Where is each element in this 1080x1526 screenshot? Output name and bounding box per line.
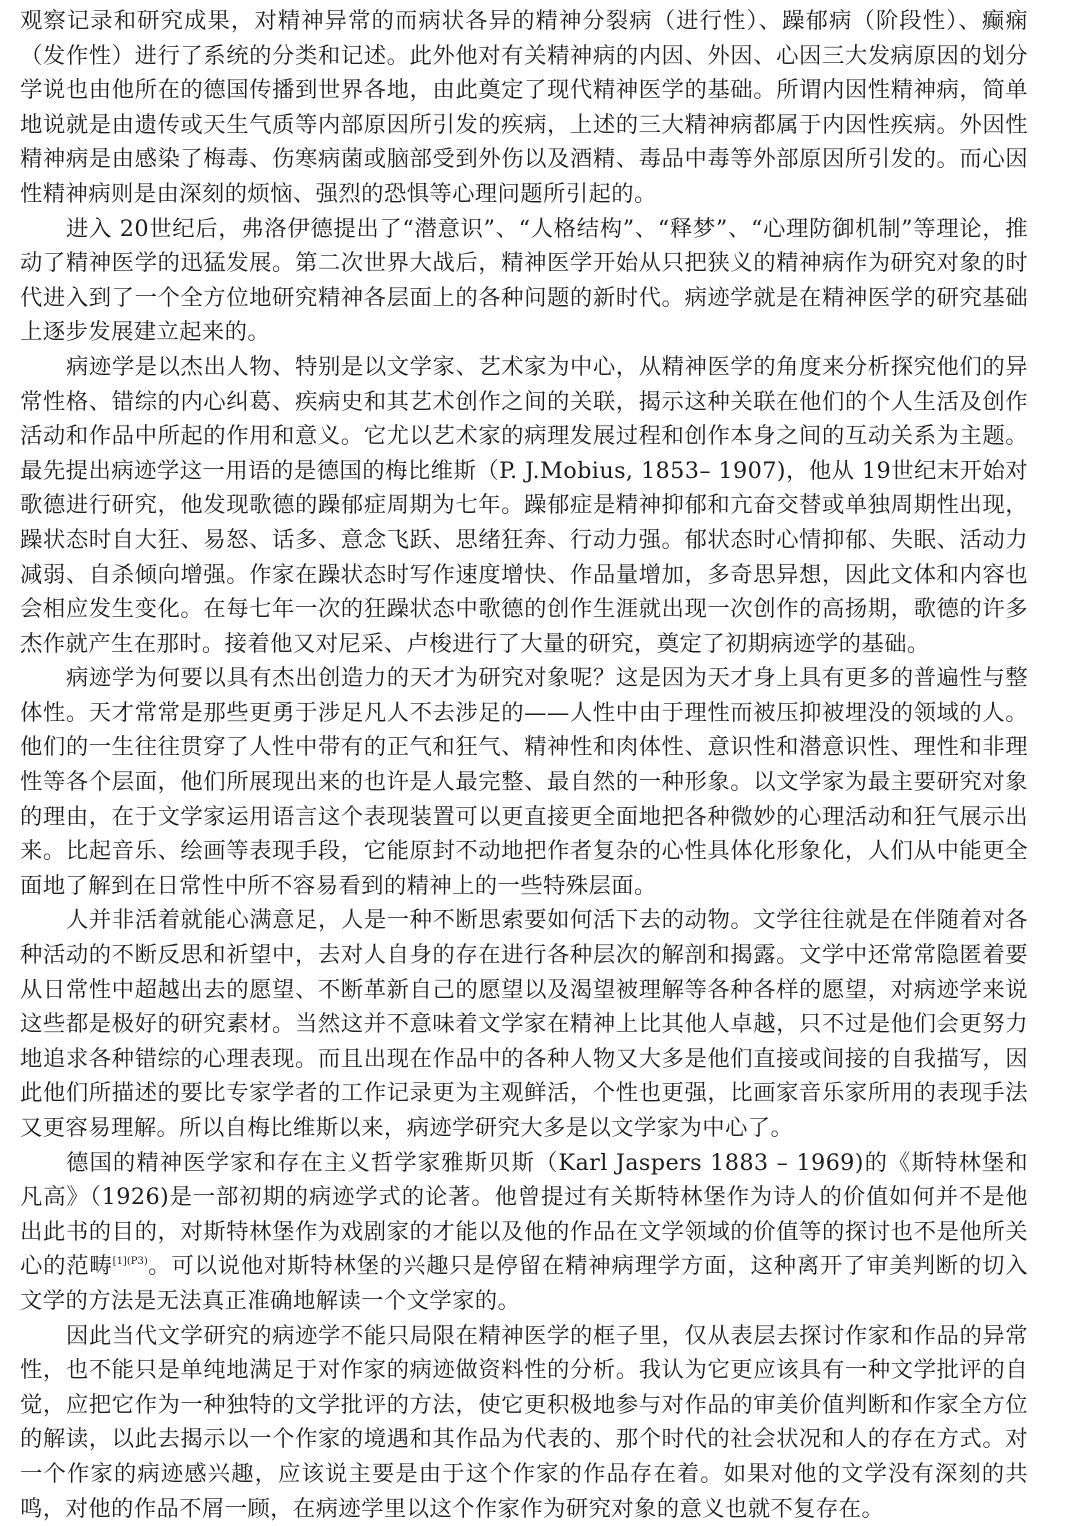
jaspers-text-part-2: 。可以说他对斯特林堡的兴趣只是停留在精神病理学方面，这种离开了审美判断的切入文学的方法是无法真正准确地解读一个文学家的。 — [20, 1253, 1028, 1314]
paragraph-why-genius: 病迹学为何要以具有杰出创造力的天才为研究对象呢？这是因为天才身上具有更多的普遍性与整体性。天才常常是那些更勇于涉足凡人不去涉足的——人性中由于理性而被压抑被埋没的领域的人。他们的一生往往贯穿了人性中带有的正气和狂气、精神性和肉体性、意识性和潜意识性、理性和非理性等各个层面，他们所展现出来的也许是人最完整、最自然的一种形象。以文学家为最主要研究对象的理由，在于文学家运用语言这个表现装置可以更直接更全面地把各种微妙的心理活动和狂气展示出来。比起音乐、绘画等表现手段，它能原封不动地把作者复杂的心性具体化形象化，人们从中能更全面地了解到在日常性中所不容易看到的精神上的一些特殊层面。 — [20, 665, 1028, 899]
paragraph-contemporary-pathography: 因此当代文学研究的病迹学不能只局限在精神医学的框子里，仅从表层去探讨作家和作品的异常性，也不能只是单纯地满足于对作家的病迹做资料性的分析。我认为它更应该具有一种文学批评的自觉，应把它作为一种独特的文学批评的方法，使它更积极地参与对作品的审美价值判断和作家全方位的解读，以此去揭示以一个作家的境遇和其作品为代表的、那个时代的社会状况和人的存在方式。对一个作家的病迹感兴趣，应该说主要是由于这个作家的作品存在着。如果对他的文学没有深刻的共鸣，对他的作品不屑一顾，在病迹学里以这个作家作为研究对象的意义也就不复存在。 — [20, 1322, 1028, 1522]
paragraph-jaspers — [20, 1146, 1028, 1319]
citation-reference: [1](P3) — [112, 1256, 148, 1268]
jaspers-text-part-1: 德国的精神医学家和存在主义哲学家雅斯贝斯（Karl Jaspers 1883 – 1969)的《斯特林堡和凡高》（1926)是一部初期的病迹学式的论著。他曾提过有关斯特林堡作为诗人的价值如何并不是他出此书的目的，对斯特林堡作为戏剧家的才能以及他的作品在文学领域的价值等的探讨也不是他所关心的范畴 — [20, 1149, 1028, 1280]
paragraph-freud-20th-century: 进入 20世纪后，弗洛伊德提出了“潜意识”、“人格结构”、“释梦”、“心理防御机制”等理论，推动了精神医学的迅猛发展。第二次世界大战后，精神医学开始从只把狭义的精神病作为研究对象的时代进入到了一个全方位地研究精神各层面上的各种问题的新时代。病迹学就是在精神医学的研究基础上逐步发展建立起来的。 — [20, 215, 1028, 346]
paragraph-psychiatry-classification: 观察记录和研究成果，对精神异常的而病状各异的精神分裂病（进行性）、躁郁病（阶段性）、癫痫（发作性）进行了系统的分类和记述。此外他对有关精神病的内因、外因、心因三大发病原因的划分学说也由他所在的德国传播到世界各地，由此奠定了现代精神医学的基础。所谓内因性精神病，简单地说就是由遗传或天生气质等内部原因所引发的疾病，上述的三大精神病都属于内因性疾病。外因性精神病是由感染了梅毒、伤寒病菌或脑部受到外伤以及酒精、毒品中毒等外部原因所引发的。而心因性精神病则是由深刻的烦恼、强烈的恐惧等心理问题所引起的。 — [20, 8, 1028, 207]
paragraph-literature-as-material: 人并非活着就能心满意足，人是一种不断思索要如何活下去的动物。文学往往就是在伴随着对各种活动的不断反思和祈望中，去对人自身的存在进行各种层次的解剖和揭露。文学中还常常隐匿着要从日常性中超越出去的愿望、不断革新自己的愿望以及渴望被理解等各种各样的愿望，对病迹学来说这些都是极好的研究素材。当然这并不意味着文学家在精神上比其他人卓越，只不过是他们会更努力地追求各种错综的心理表现。而且出现在作品中的各种人物又大多是他们直接或间接的自我描写，因此他们所描述的要比专家学者的工作记录更为主观鲜活，个性也更强，比画家音乐家所用的表现手法又更容易理解。所以自梅比维斯以来，病迹学研究大多是以文学家为中心了。 — [20, 907, 1028, 1141]
paragraph-pathography-definition: 病迹学是以杰出人物、特别是以文学家、艺术家为中心，从精神医学的角度来分析探究他们的异常性格、错综的内心纠葛、疾病史和其艺术创作之间的关联，揭示这种关联在他们的个人生活及创作活动和作品中所起的作用和意义。它尤以艺术家的病理发展过程和创作本身之间的互动关系为主题。最先提出病迹学这一用语的是德国的梅比维斯（P. J.Mobius, 1853– 1907)，他从 19世纪末开始对歌德进行研究，他发现歌德的躁郁症周期为七年。躁郁症是精神抑郁和亢奋交替或单独周期性出现，躁状态时自大狂、易怒、话多、意念飞跃、思绪狂奔、行动力强。郁状态时心情抑郁、失眠、活动力减弱、自杀倾向增强。作家在躁状态时写作速度增快、作品量增加，多奇思异想，因此文体和内容也会相应发生变化。在每七年一次的狂躁状态中歌德的创作生涯就出现一次创作的高扬期，歌德的许多杰作就产生在那时。接着他又对尼采、卢梭进行了大量的研究，奠定了初期病迹学的基础。 — [20, 353, 1028, 657]
